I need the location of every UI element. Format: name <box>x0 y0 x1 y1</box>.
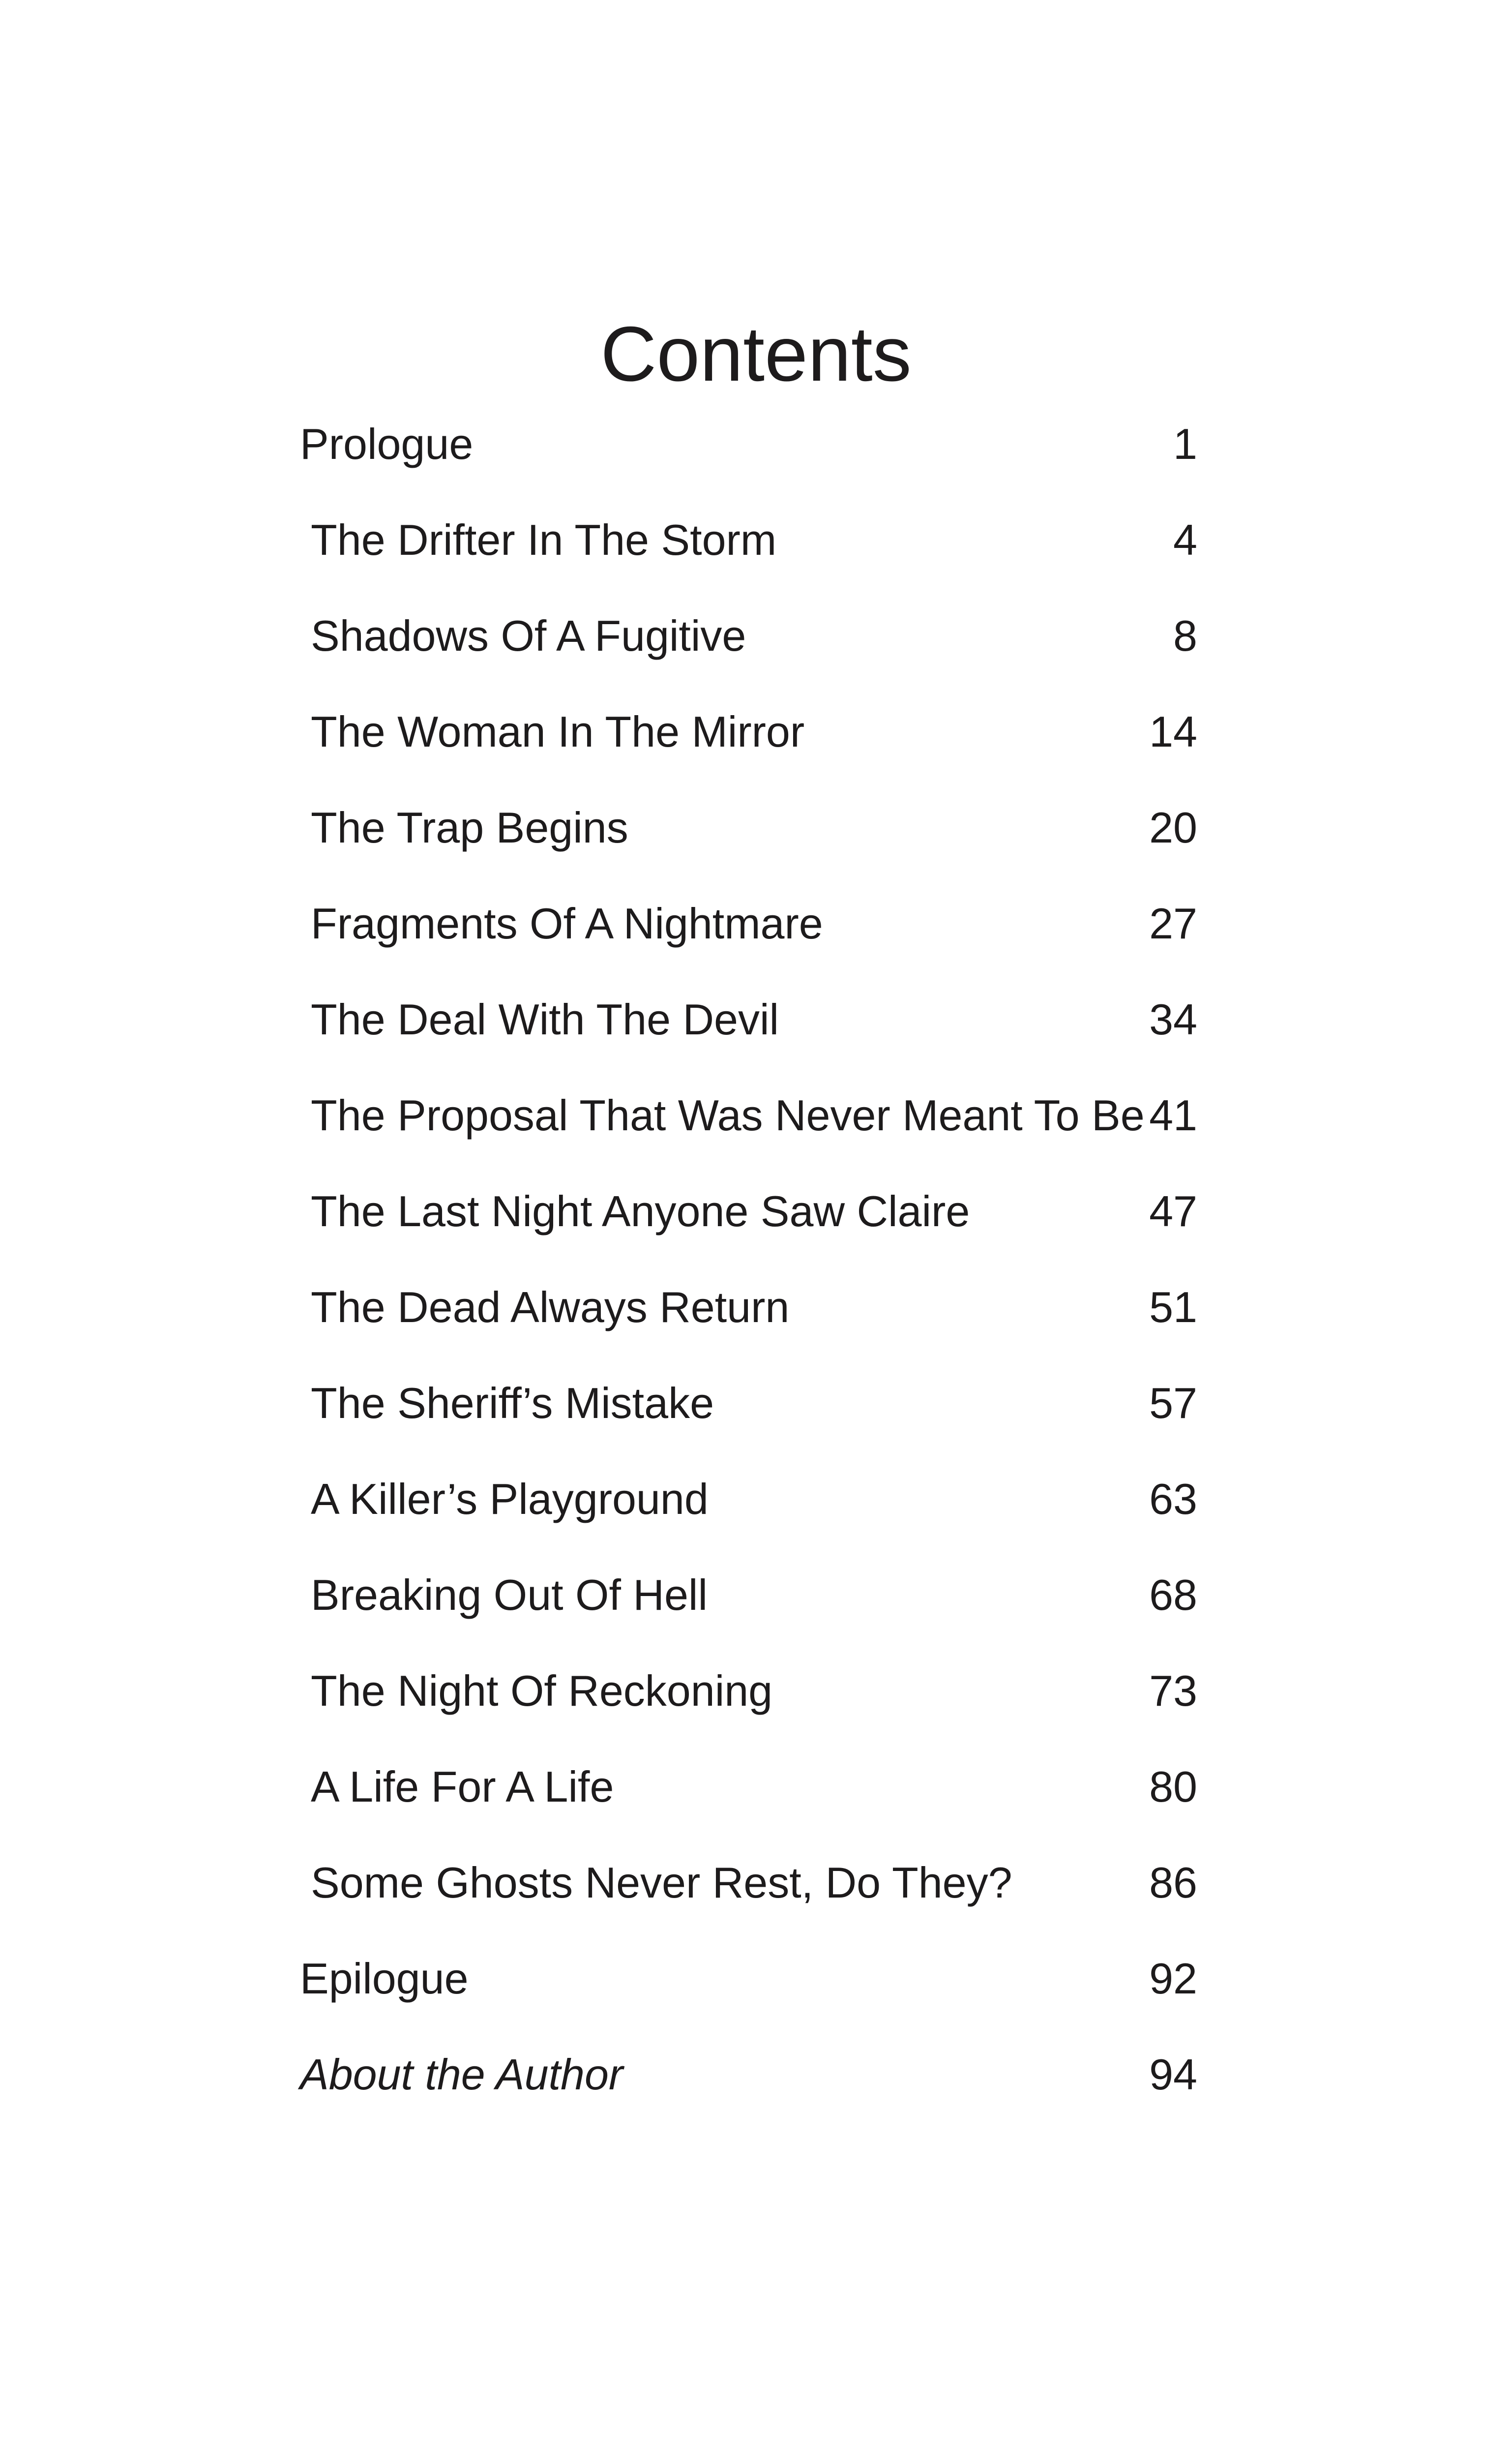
toc-entry-title: The Sheriff’s Mistake <box>311 1379 714 1427</box>
toc-entry-title: Some Ghosts Never Rest, Do They? <box>311 1858 1012 1907</box>
toc-entry-title: The Drifter In The Storm <box>311 515 777 564</box>
toc-entry-epilogue[interactable] <box>300 1947 1197 2043</box>
toc-entry-title: Epilogue <box>300 1954 469 2003</box>
toc-entry-page-number: 92 <box>1149 1954 1197 2003</box>
toc-entry-title: The Dead Always Return <box>311 1283 790 1331</box>
toc-entry-chapter[interactable] <box>300 1563 1197 1659</box>
toc-entry-page-number: 20 <box>1149 803 1197 852</box>
toc-entry-chapter[interactable] <box>300 796 1197 892</box>
toc-entry-title: Shadows Of A Fugitive <box>311 611 746 660</box>
toc-entry-title: The Night Of Reckoning <box>311 1666 773 1715</box>
table-of-contents <box>300 412 1197 2139</box>
toc-entry-title: Prologue <box>300 420 474 468</box>
toc-entry-title: The Deal With The Devil <box>311 995 779 1044</box>
toc-entry-chapter[interactable] <box>300 604 1197 700</box>
toc-entry-page-number: 1 <box>1173 420 1197 468</box>
toc-entry-chapter[interactable] <box>300 1084 1197 1179</box>
toc-entry-page-number: 34 <box>1149 995 1197 1044</box>
toc-entry-title: Breaking Out Of Hell <box>311 1570 708 1619</box>
contents-heading: Contents <box>600 311 912 397</box>
toc-entry-title: The Last Night Anyone Saw Claire <box>311 1187 970 1236</box>
toc-entry-page-number: 47 <box>1149 1187 1197 1236</box>
toc-entry-chapter[interactable] <box>300 1371 1197 1467</box>
toc-entry-title: Fragments Of A Nightmare <box>311 899 823 948</box>
toc-entry-chapter[interactable] <box>300 892 1197 988</box>
toc-entry-prologue[interactable] <box>300 412 1197 508</box>
toc-entry-chapter[interactable] <box>300 1467 1197 1563</box>
toc-entry-chapter[interactable] <box>300 1851 1197 1947</box>
toc-entry-page-number: 94 <box>1149 2050 1197 2099</box>
toc-entry-title: A Life For A Life <box>311 1762 614 1811</box>
toc-entry-title: The Woman In The Mirror <box>311 707 805 756</box>
toc-entry-chapter[interactable] <box>300 700 1197 796</box>
toc-entry-title: The Proposal That Was Never Meant To Be <box>311 1091 1145 1140</box>
toc-entry-chapter[interactable] <box>300 1659 1197 1755</box>
toc-entry-page-number: 68 <box>1149 1570 1197 1619</box>
toc-entry-chapter[interactable] <box>300 1275 1197 1371</box>
toc-entry-page-number: 27 <box>1149 899 1197 948</box>
toc-entry-chapter[interactable] <box>300 508 1197 604</box>
toc-entry-title: About the Author <box>300 2050 623 2099</box>
toc-entry-about-author[interactable] <box>300 2043 1197 2139</box>
toc-entry-page-number: 57 <box>1149 1379 1197 1427</box>
toc-entry-chapter[interactable] <box>300 1179 1197 1275</box>
toc-entry-title: The Trap Begins <box>311 803 628 852</box>
toc-entry-page-number: 4 <box>1173 515 1197 564</box>
toc-entry-page-number: 51 <box>1149 1283 1197 1331</box>
toc-entry-chapter[interactable] <box>300 1755 1197 1851</box>
toc-entry-page-number: 80 <box>1149 1762 1197 1811</box>
toc-entry-page-number: 86 <box>1149 1858 1197 1907</box>
toc-entry-page-number: 73 <box>1149 1666 1197 1715</box>
toc-entry-chapter[interactable] <box>300 988 1197 1084</box>
toc-entry-page-number: 41 <box>1149 1091 1197 1140</box>
toc-entry-title: A Killer’s Playground <box>311 1475 709 1523</box>
toc-entry-page-number: 14 <box>1149 707 1197 756</box>
toc-entry-page-number: 63 <box>1149 1475 1197 1523</box>
toc-entry-page-number: 8 <box>1173 611 1197 660</box>
